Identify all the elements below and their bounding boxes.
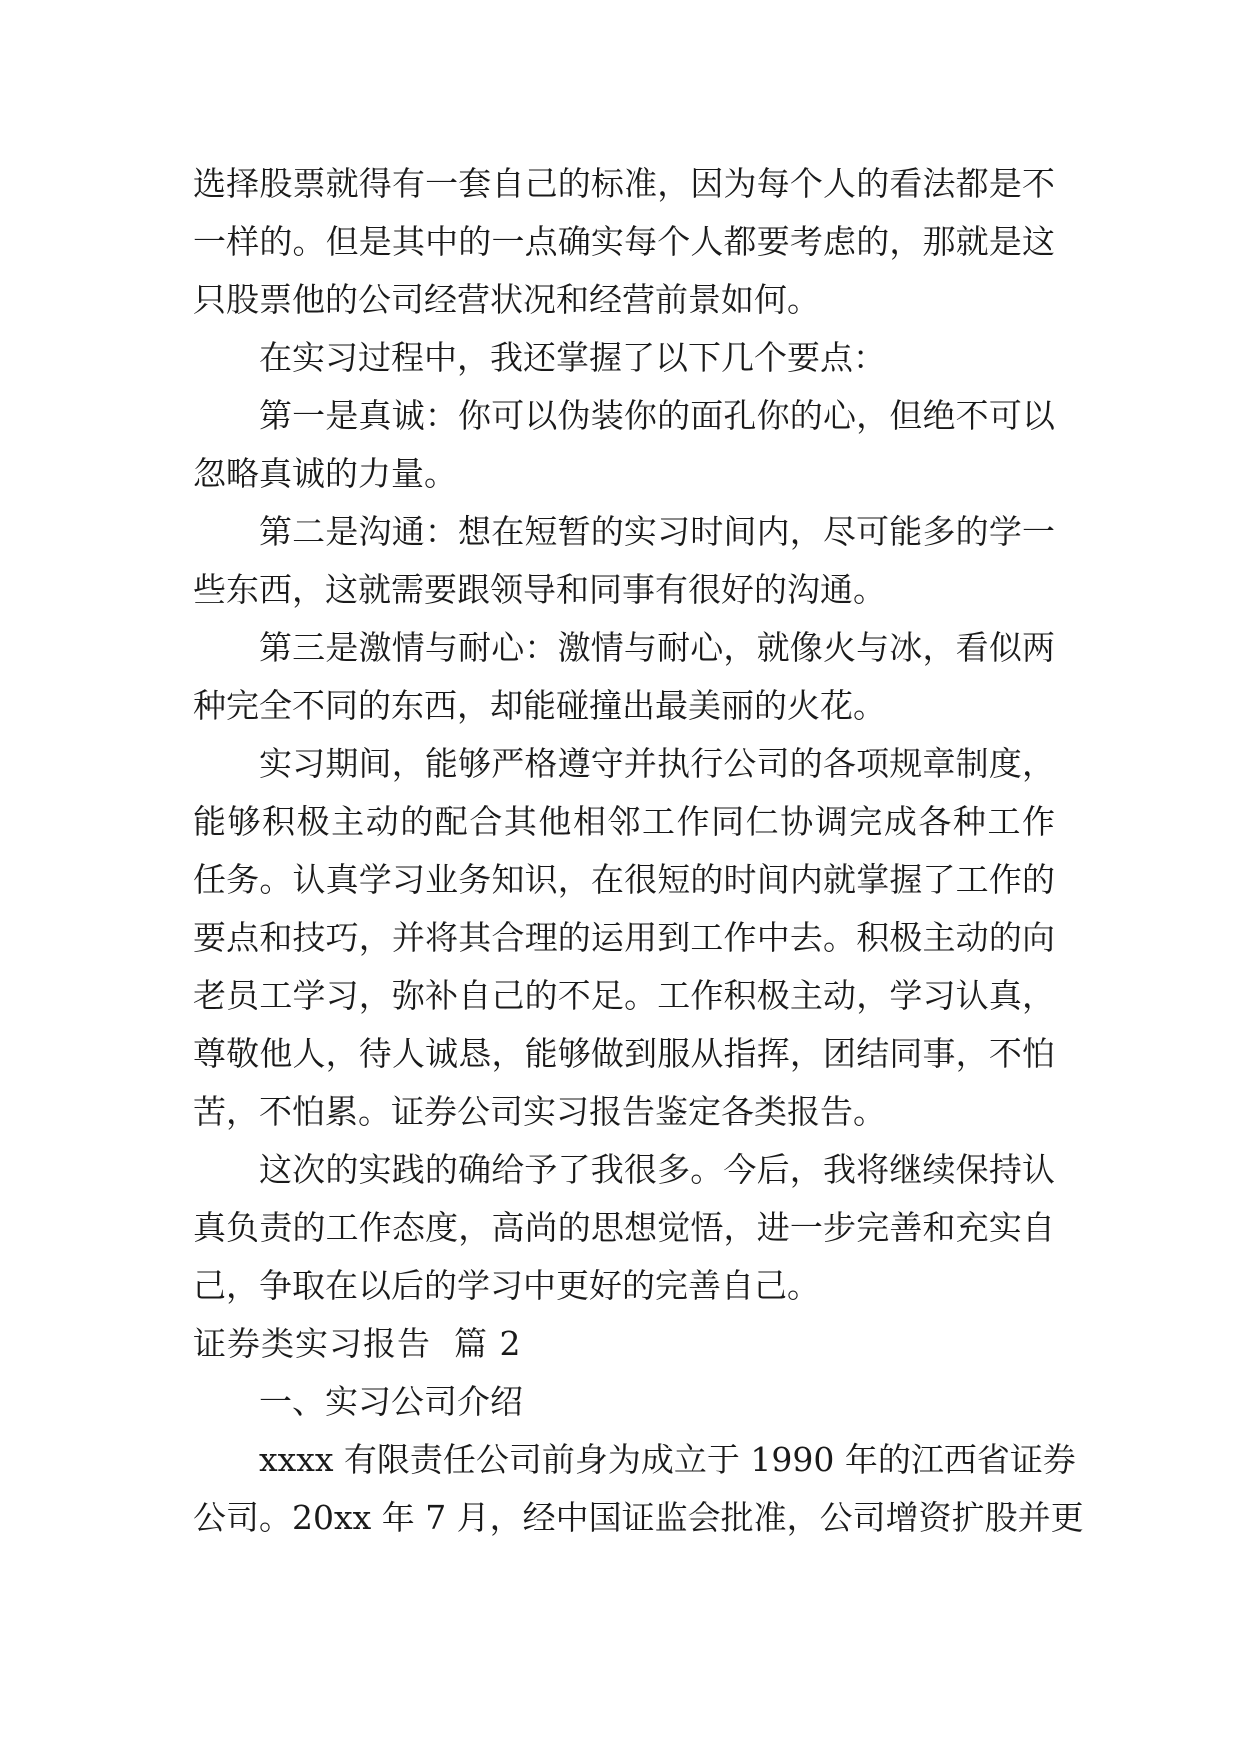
document-page [193, 155, 1084, 1547]
text-line: 这次的实践的确给予了我很多。今后，我将继续保持认 [259, 1150, 1055, 1189]
paragraph-communication [193, 503, 1055, 619]
text-line: 真负责的工作态度，高尚的思想觉悟，进一步完善和充实自 [193, 1208, 1055, 1247]
subheading: 一、实习公司介绍 [259, 1382, 523, 1421]
paragraph-conclusion [193, 1141, 1055, 1315]
text-line: 能够积极主动的配合其他相邻工作同仁协调完成各种工作 [193, 802, 1055, 841]
text-line: 苦，不怕累。证券公司实习报告鉴定各类报告。 [193, 1092, 886, 1131]
text-line: 选择股票就得有一套自己的标准，因为每个人的看法都是不 [193, 164, 1055, 203]
text-line: 第一是真诚：你可以伪装你的面孔你的心，但绝不可以 [259, 396, 1055, 435]
text-line: 尊敬他人，待人诚恳，能够做到服从指挥，团结同事，不怕 [193, 1034, 1055, 1073]
text-line: xxxx 有限责任公司前身为成立于 1990 年的江西省证券 [259, 1440, 1076, 1479]
text-line: 忽略真诚的力量。 [193, 454, 457, 493]
text-line: 种完全不同的东西，却能碰撞出最美丽的火花。 [193, 686, 886, 725]
paragraph-stock-selection [193, 155, 1055, 329]
text-line: 公司。20xx 年 7 月，经中国证监会批准，公司增资扩股并更 [193, 1498, 1084, 1537]
section-heading: 证券类实习报告 篇 2 [193, 1324, 522, 1363]
text-line: 第三是激情与耐心：激情与耐心，就像火与冰，看似两 [259, 628, 1055, 667]
paragraph-internship-conduct [193, 735, 1055, 1141]
text-line: 在实习过程中，我还掌握了以下几个要点： [259, 338, 886, 377]
paragraph-sincerity [193, 387, 1055, 503]
text-line: 一样的。但是其中的一点确实每个人都要考虑的，那就是这 [193, 222, 1055, 261]
text-line: 要点和技巧，并将其合理的运用到工作中去。积极主动的向 [193, 918, 1055, 957]
paragraph-key-points-intro [193, 329, 1055, 387]
text-line: 第二是沟通：想在短暂的实习时间内，尽可能多的学一 [259, 512, 1055, 551]
text-line: 实习期间，能够严格遵守并执行公司的各项规章制度， [259, 744, 1055, 783]
text-line: 些东西，这就需要跟领导和同事有很好的沟通。 [193, 570, 886, 609]
paragraph-company-intro [193, 1431, 1084, 1547]
text-line: 任务。认真学习业务知识，在很短的时间内就掌握了工作的 [193, 860, 1055, 899]
paragraph-passion-patience [193, 619, 1055, 735]
text-line: 老员工学习，弥补自己的不足。工作积极主动，学习认真， [193, 976, 1055, 1015]
text-line: 己，争取在以后的学习中更好的完善自己。 [193, 1266, 820, 1305]
text-line: 只股票他的公司经营状况和经营前景如何。 [193, 280, 820, 319]
